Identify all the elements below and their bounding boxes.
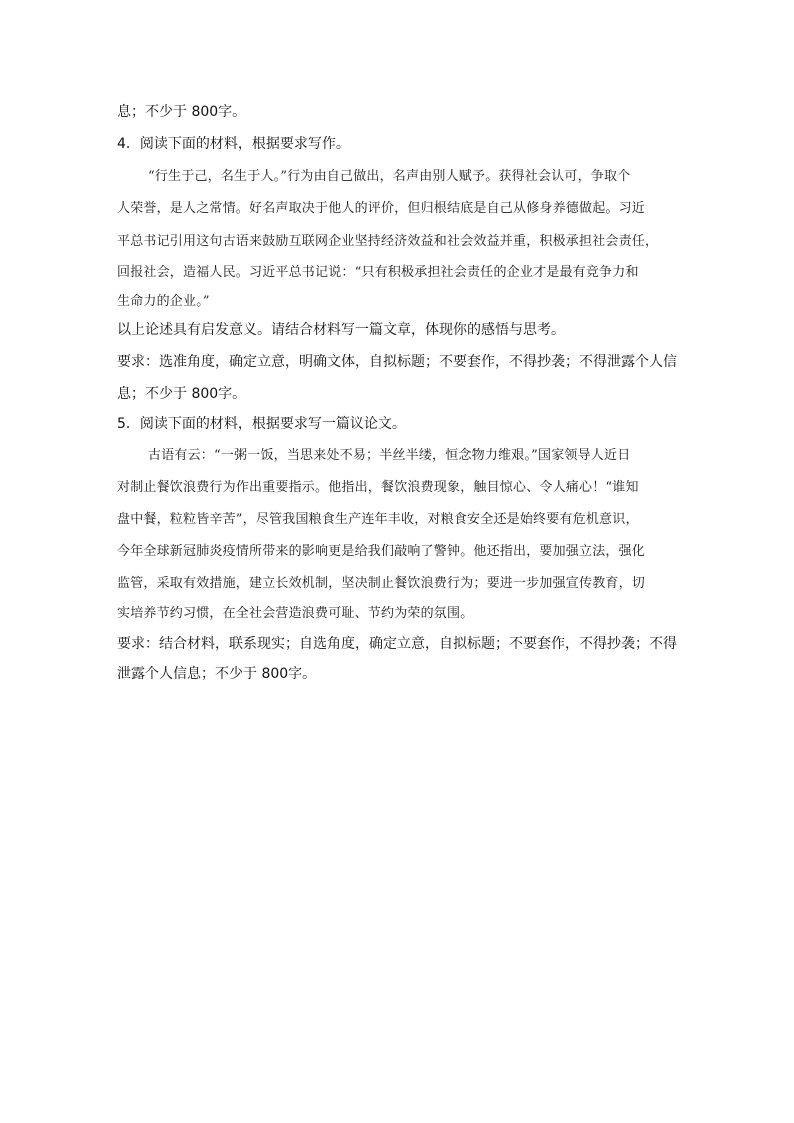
question-4-heading: 4．阅读下面的材料，根据要求写作。: [117, 136, 350, 152]
q5-material-line-2: 对制止餐饮浪费行为作出重要指示。他指出，餐饮浪费现象，触目惊心、令人痛心！“谁知: [117, 480, 639, 495]
q5-material-line-3: 盘中餐，粒粒皆辛苦”，尽管我国粮食生产连年丰收，对粮食安全还是始终要有危机意识，: [117, 512, 639, 527]
q4-material-line-5: 生命力的企业。”: [117, 294, 210, 309]
q5-material-line-1: 古语有云：“一粥一饭，当思来处不易；半丝半缕，恒念物力维艰。”国家领导人近日: [148, 448, 631, 463]
question-5-heading: 5．阅读下面的材料，根据要求写一篇议论文。: [117, 416, 406, 432]
q5-material-line-6: 实培养节约习惯，在全社会营造浪费可耻、节约为荣的氛围。: [117, 606, 474, 621]
q5-material-line-5: 监管，采取有效措施，建立长效机制，坚决制止餐饮浪费行为；要进一步加强宣传教育，切: [117, 576, 646, 591]
q5-requirement-line-1: 要求：结合材料，联系现实；自选角度，确定立意，自拟标题；不要套作，不得抄袭；不得: [117, 636, 677, 652]
q4-prompt: 以上论述具有启发意义。请结合材料写一篇文章，体现你的感悟与思考。: [117, 322, 565, 338]
q4-material-line-3: 平总书记引用这句古语来鼓励互联网企业坚持经济效益和社会效益并重，积极承担社会责任，: [117, 234, 659, 249]
q4-material-line-4: 回报社会，造福人民。习近平总书记说：“只有积极承担社会责任的企业才是最有竞争力和: [117, 265, 639, 280]
requirement-tail-line: 息；不少于 800字。: [117, 104, 247, 120]
q4-requirement-line-1: 要求：选准角度，确定立意，明确文体，自拟标题；不要套作，不得抄袭；不得泄露个人信: [117, 354, 677, 370]
q4-material-line-1: “行生于己，名生于人。”行为由自己做出，名声由别人赋予。获得社会认可，争取个: [148, 169, 631, 184]
q5-material-line-4: 今年全球新冠肺炎疫情所带来的影响更是给我们敲响了警钟。他还指出，要加强立法，强化: [117, 544, 646, 559]
q5-requirement-line-2: 泄露个人信息；不少于 800字。: [117, 666, 317, 682]
q4-requirement-line-2: 息；不少于 800字。: [117, 386, 247, 402]
q4-material-line-2: 人荣誉，是人之常情。好名声取决于他人的评价，但归根结底是自己从修身养德做起。习近: [117, 201, 646, 216]
